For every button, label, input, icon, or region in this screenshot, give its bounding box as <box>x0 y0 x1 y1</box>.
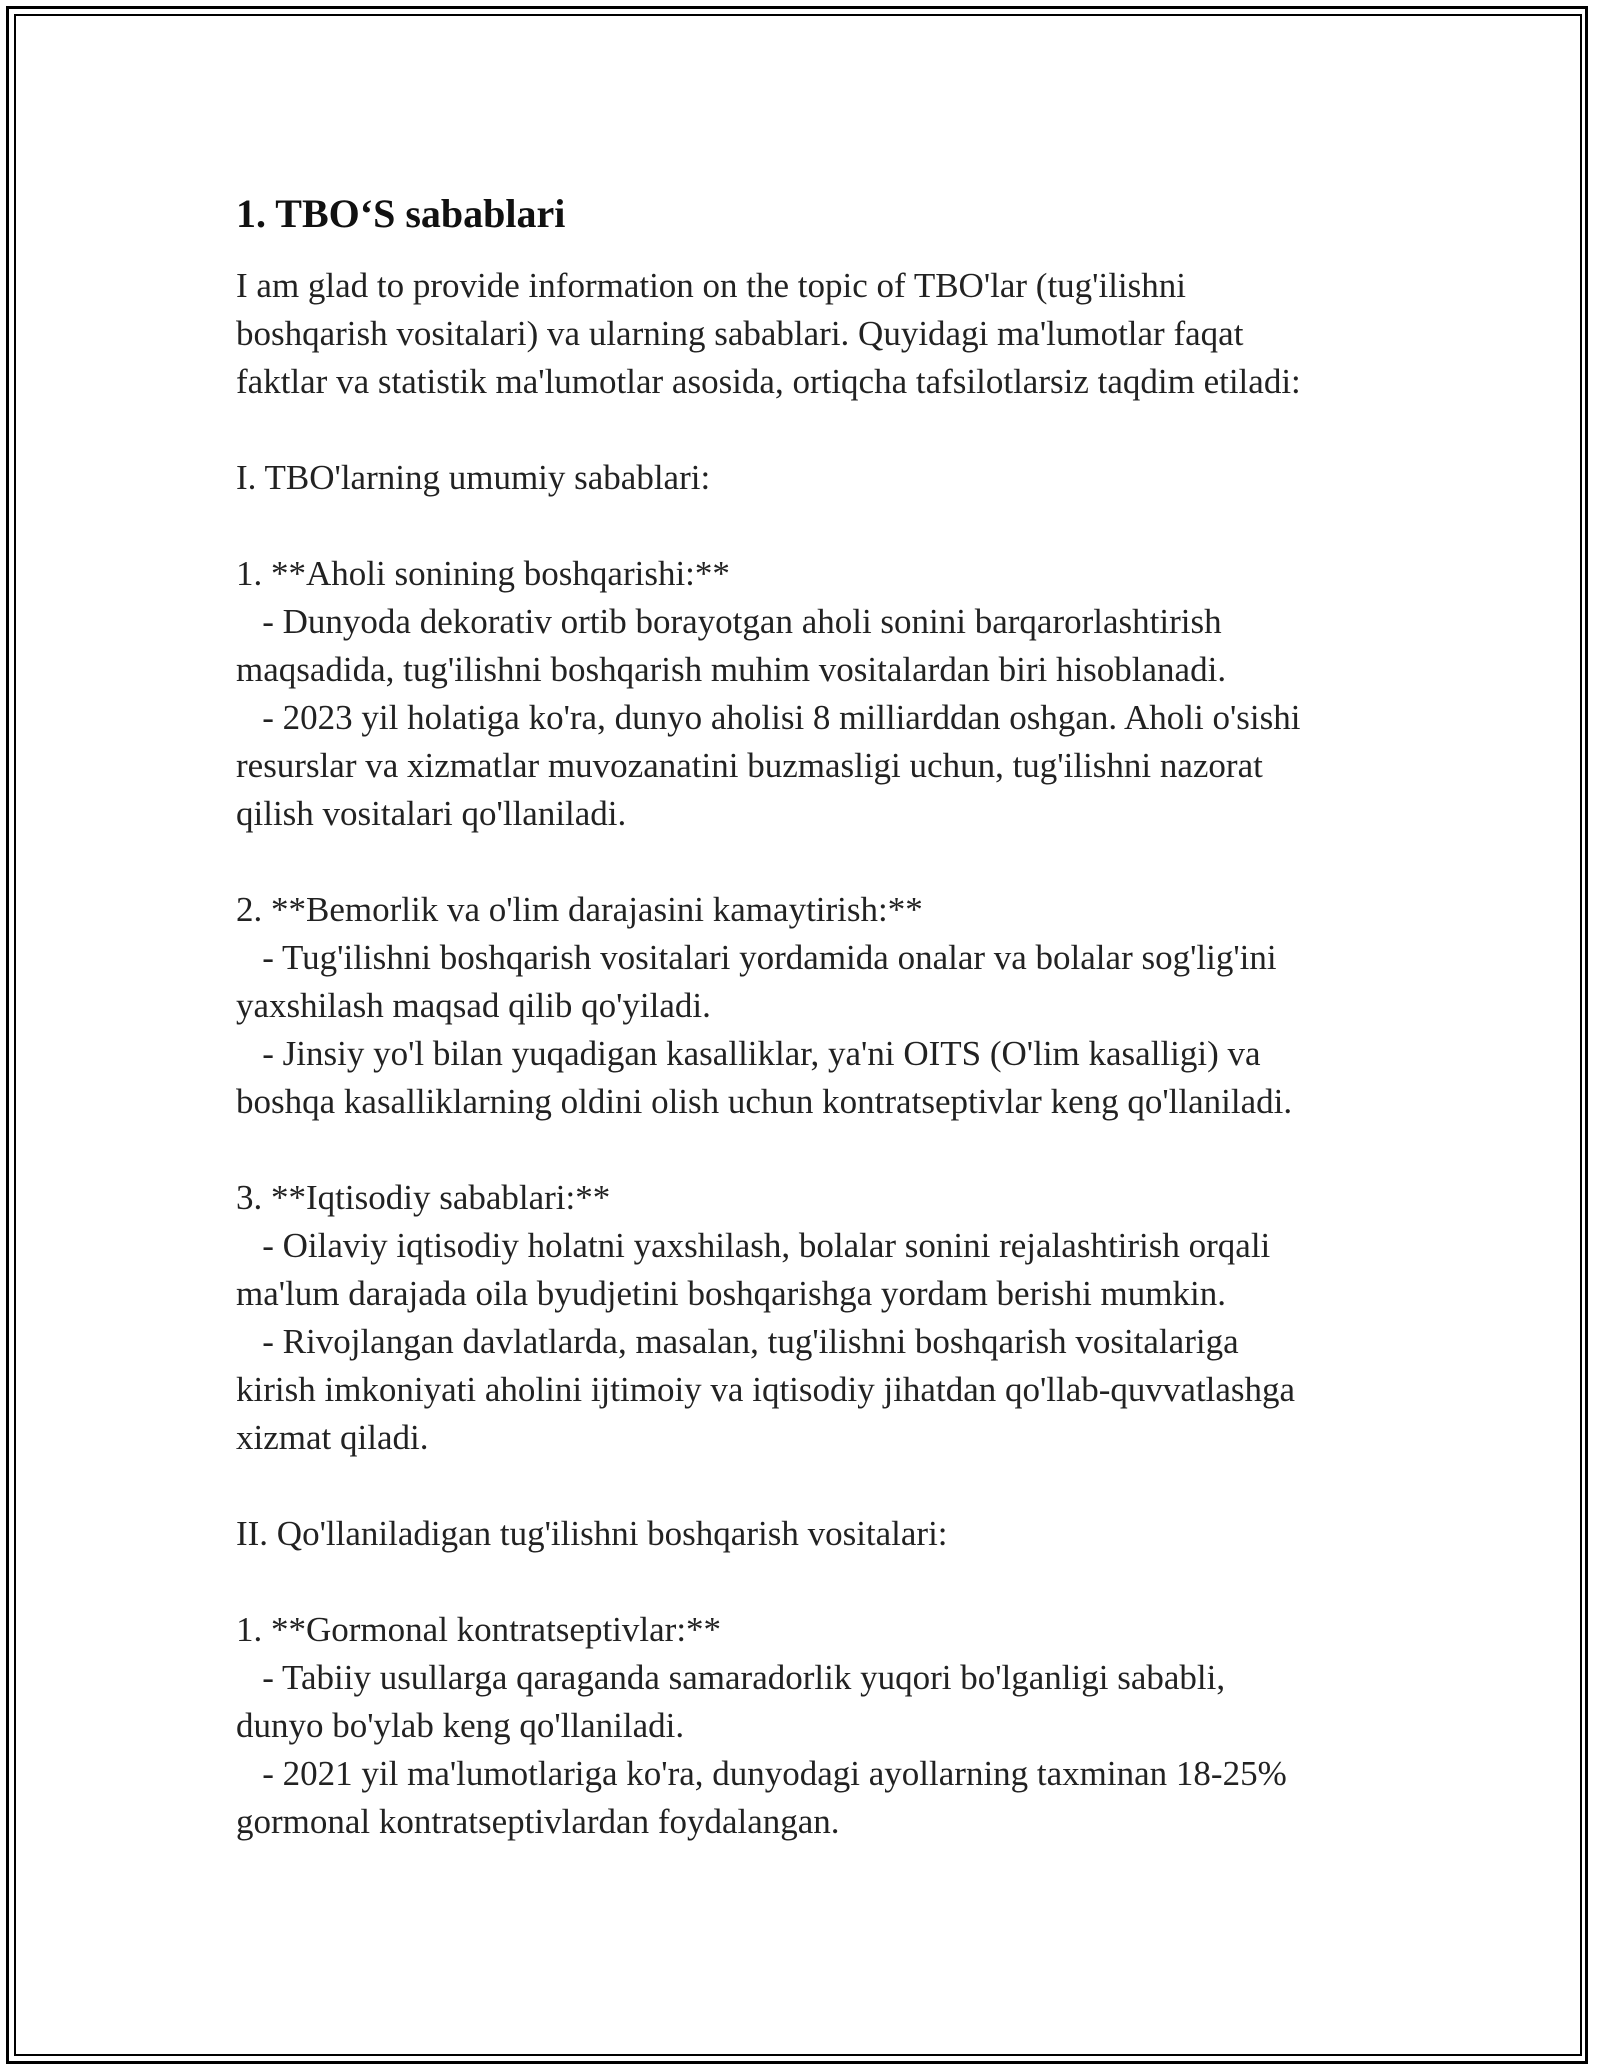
text-line: - Oilaviy iqtisodiy holatni yaxshilash, bolalar sonini rejalashtirish orqali <box>236 1226 1271 1265</box>
text-line: boshqarish vositalari) va ularning sabablari. Quyidagi ma'lumotlar faqat <box>236 314 1244 353</box>
text-line: ma'lum darajada oila byudjetini boshqarishga yordam berishi mumkin. <box>236 1274 1226 1313</box>
text-line: - Dunyoda dekorativ ortib borayotgan aholi sonini barqarorlashtirish <box>236 602 1222 641</box>
list-item-title: 2. **Bemorlik va o'lim darajasini kamaytirish:** <box>236 890 923 929</box>
text-line: resurslar va xizmatlar muvozanatini buzmasligi uchun, tug'ilishni nazorat <box>236 746 1263 785</box>
text-line: - Jinsiy yo'l bilan yuqadigan kasalliklar, ya'ni OITS (O'lim kasalligi) va <box>236 1034 1261 1073</box>
text-line: - Rivojlangan davlatlarda, masalan, tug'ilishni boshqarish vositalariga <box>236 1322 1239 1361</box>
blank-line <box>236 1126 1356 1174</box>
text-line: - Tabiiy usullarga qaraganda samaradorlik yuqori bo'lganligi sababli, <box>236 1658 1226 1697</box>
blank-line <box>236 502 1356 550</box>
blank-line <box>236 1558 1356 1606</box>
text-line: qilish vositalari qo'llaniladi. <box>236 794 627 833</box>
section-heading: II. Qo'llaniladigan tug'ilishni boshqarish vositalari: <box>236 1514 948 1553</box>
text-line: yaxshilash maqsad qilib qo'yiladi. <box>236 986 711 1025</box>
document-heading: 1. TBO‘S sabablari <box>236 191 566 236</box>
text-line: faktlar va statistik ma'lumotlar asosida, ortiqcha tafsilotlarsiz taqdim etiladi: <box>236 362 1301 401</box>
text-line: maqsadida, tug'ilishni boshqarish muhim vositalardan biri hisoblanadi. <box>236 650 1227 689</box>
text-line: xizmat qiladi. <box>236 1418 429 1457</box>
text-line: - 2023 yil holatiga ko'ra, dunyo aholisi 8 milliarddan oshgan. Aholi o'sishi <box>236 698 1301 737</box>
text-line: I am glad to provide information on the topic of TBO'lar (tug'ilishni <box>236 266 1186 305</box>
list-item-title: 1. **Gormonal kontratseptivlar:** <box>236 1610 722 1649</box>
blank-line <box>236 406 1356 454</box>
document-text <box>236 262 1356 1846</box>
text-line: - Tug'ilishni boshqarish vositalari yordamida onalar va bolalar sog'lig'ini <box>236 938 1277 977</box>
list-item-title: 3. **Iqtisodiy sabablari:** <box>236 1178 611 1217</box>
text-line: dunyo bo'ylab keng qo'llaniladi. <box>236 1706 685 1745</box>
document-body <box>236 186 1356 1846</box>
text-line: - 2021 yil ma'lumotlariga ko'ra, dunyodagi ayollarning taxminan 18-25% <box>236 1754 1287 1793</box>
text-line: kirish imkoniyati aholini ijtimoiy va iqtisodiy jihatdan qo'llab-quvvatlashga <box>236 1370 1296 1409</box>
list-item-title: 1. **Aholi sonining boshqarishi:** <box>236 554 730 593</box>
blank-line <box>236 1462 1356 1510</box>
text-line: boshqa kasalliklarning oldini olish uchun kontratseptivlar keng qo'llaniladi. <box>236 1082 1293 1121</box>
blank-line <box>236 838 1356 886</box>
section-heading: I. TBO'larning umumiy sabablari: <box>236 458 711 497</box>
text-line: gormonal kontratseptivlardan foydalangan. <box>236 1802 840 1841</box>
